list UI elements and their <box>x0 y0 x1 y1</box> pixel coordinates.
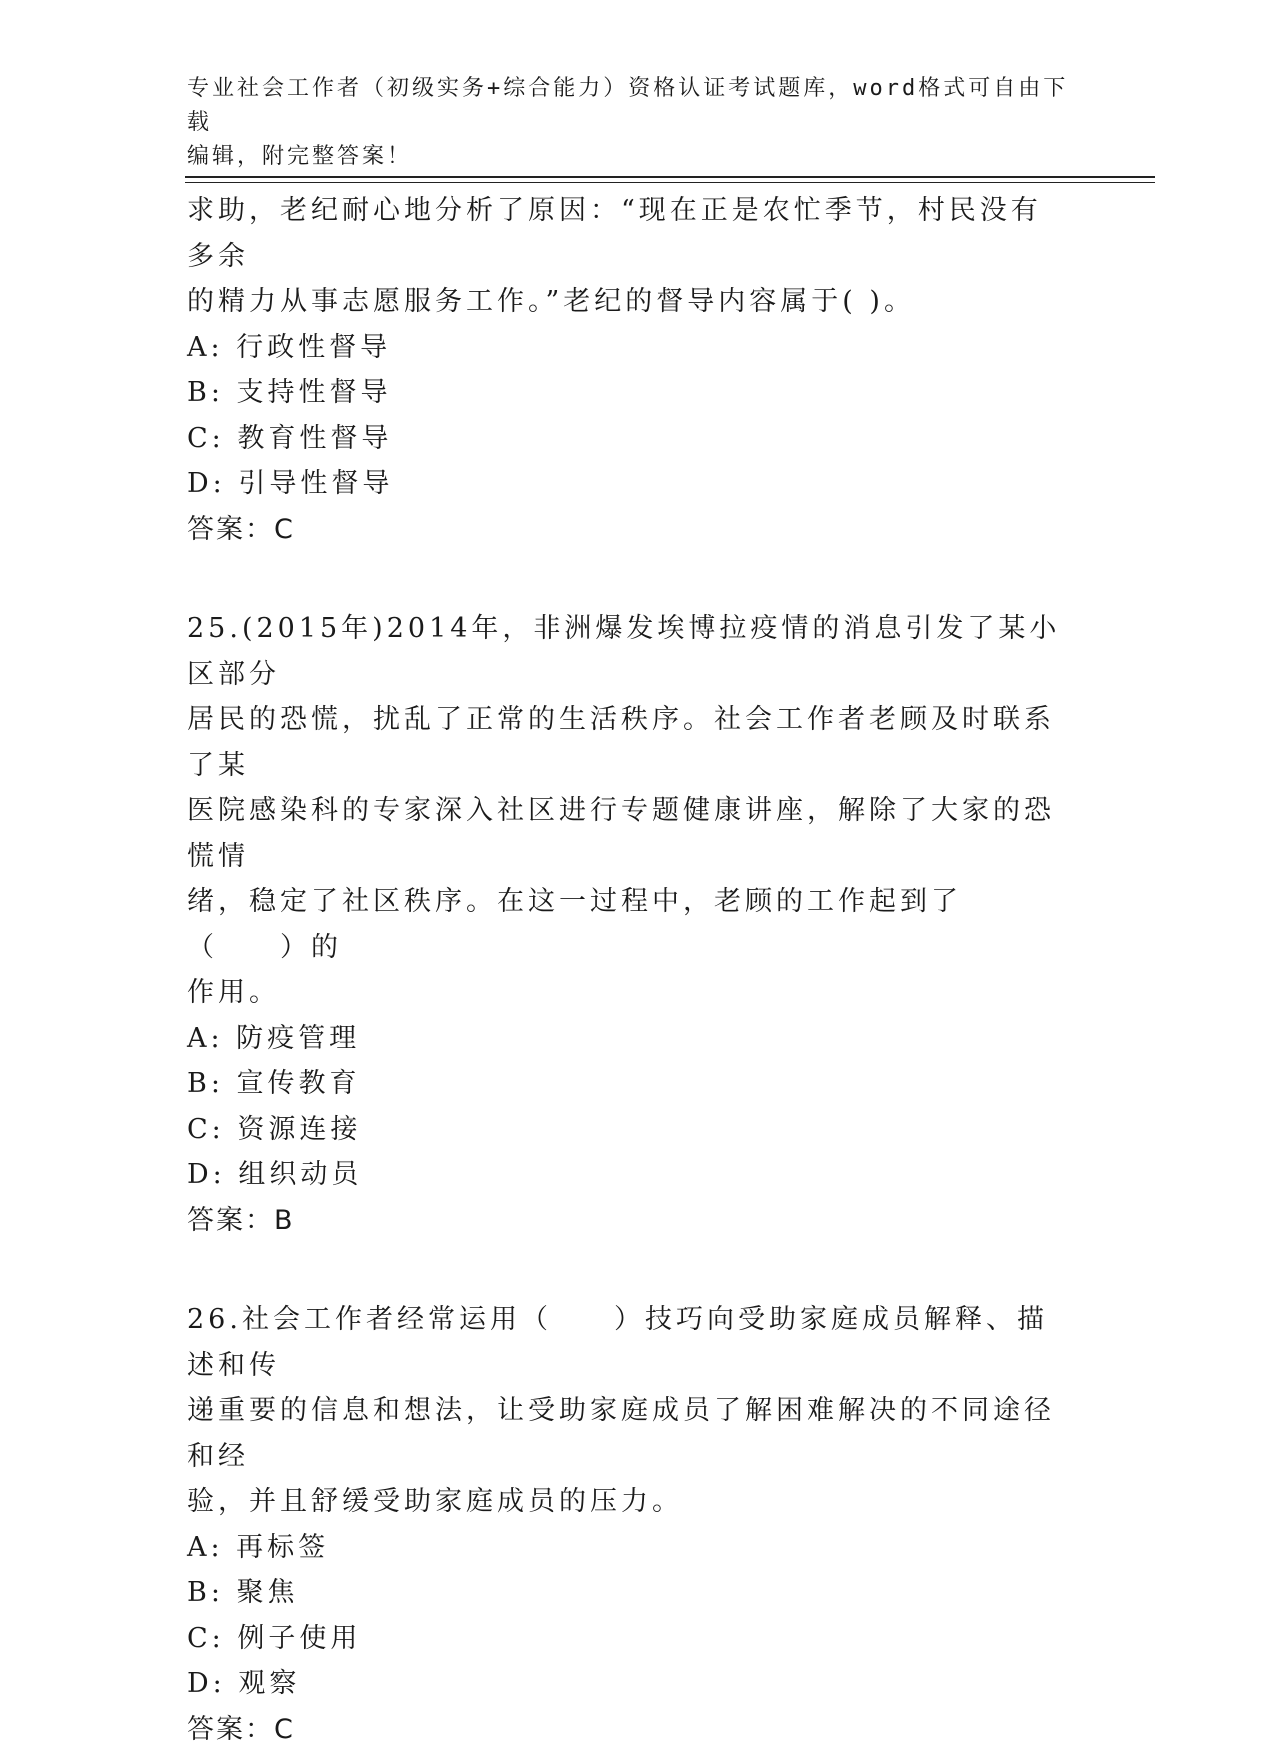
option-b: B: 聚焦 <box>187 1570 1067 1616</box>
option-c: C: 教育性督导 <box>187 416 1067 462</box>
question-26 <box>187 1297 1067 1752</box>
question-stem-line: 求助，老纪耐心地分析了原因：“现在正是农忙季节，村民没有多余 <box>187 188 1067 279</box>
question-stem-line: 26.社会工作者经常运用（ ）技巧向受助家庭成员解释、描述和传 <box>187 1297 1067 1388</box>
option-b: B: 支持性督导 <box>187 370 1067 416</box>
option-a: A: 再标签 <box>187 1525 1067 1571</box>
answer-line: 答案：B <box>187 1198 1067 1244</box>
question-25 <box>187 606 1067 1243</box>
question-stem-line: 的精力从事志愿服务工作。”老纪的督导内容属于( )。 <box>187 279 1067 325</box>
header-line-2: 编辑，附完整答案！ <box>187 140 1087 174</box>
header-divider <box>185 176 1155 178</box>
question-spacer <box>187 552 1067 606</box>
header-divider-thin <box>185 182 1155 183</box>
answer-line: 答案：C <box>187 1707 1067 1752</box>
question-stem-line: 医院感染科的专家深入社区进行专题健康讲座，解除了大家的恐慌情 <box>187 788 1067 879</box>
question-stem-line: 25.(2015年)2014年，非洲爆发埃博拉疫情的消息引发了某小区部分 <box>187 606 1067 697</box>
question-spacer <box>187 1243 1067 1297</box>
question-list <box>187 188 1067 1752</box>
question-24 <box>187 188 1067 552</box>
question-stem-line: 绪，稳定了社区秩序。在这一过程中，老顾的工作起到了（ ）的 <box>187 879 1067 970</box>
option-a: A: 防疫管理 <box>187 1016 1067 1062</box>
option-b: B: 宣传教育 <box>187 1061 1067 1107</box>
option-d: D: 组织动员 <box>187 1152 1067 1198</box>
page-header <box>187 72 1087 174</box>
question-stem-line: 验，并且舒缓受助家庭成员的压力。 <box>187 1479 1067 1525</box>
answer-line: 答案：C <box>187 507 1067 553</box>
option-d: D: 引导性督导 <box>187 461 1067 507</box>
question-stem-line: 居民的恐慌，扰乱了正常的生活秩序。社会工作者老顾及时联系了某 <box>187 697 1067 788</box>
question-stem-line: 作用。 <box>187 970 1067 1016</box>
option-c: C: 例子使用 <box>187 1616 1067 1662</box>
option-c: C: 资源连接 <box>187 1107 1067 1153</box>
header-line-1: 专业社会工作者（初级实务+综合能力）资格认证考试题库，word格式可自由下载 <box>187 72 1087 140</box>
option-d: D: 观察 <box>187 1661 1067 1707</box>
question-stem-line: 递重要的信息和想法，让受助家庭成员了解困难解决的不同途径和经 <box>187 1388 1067 1479</box>
option-a: A: 行政性督导 <box>187 325 1067 371</box>
